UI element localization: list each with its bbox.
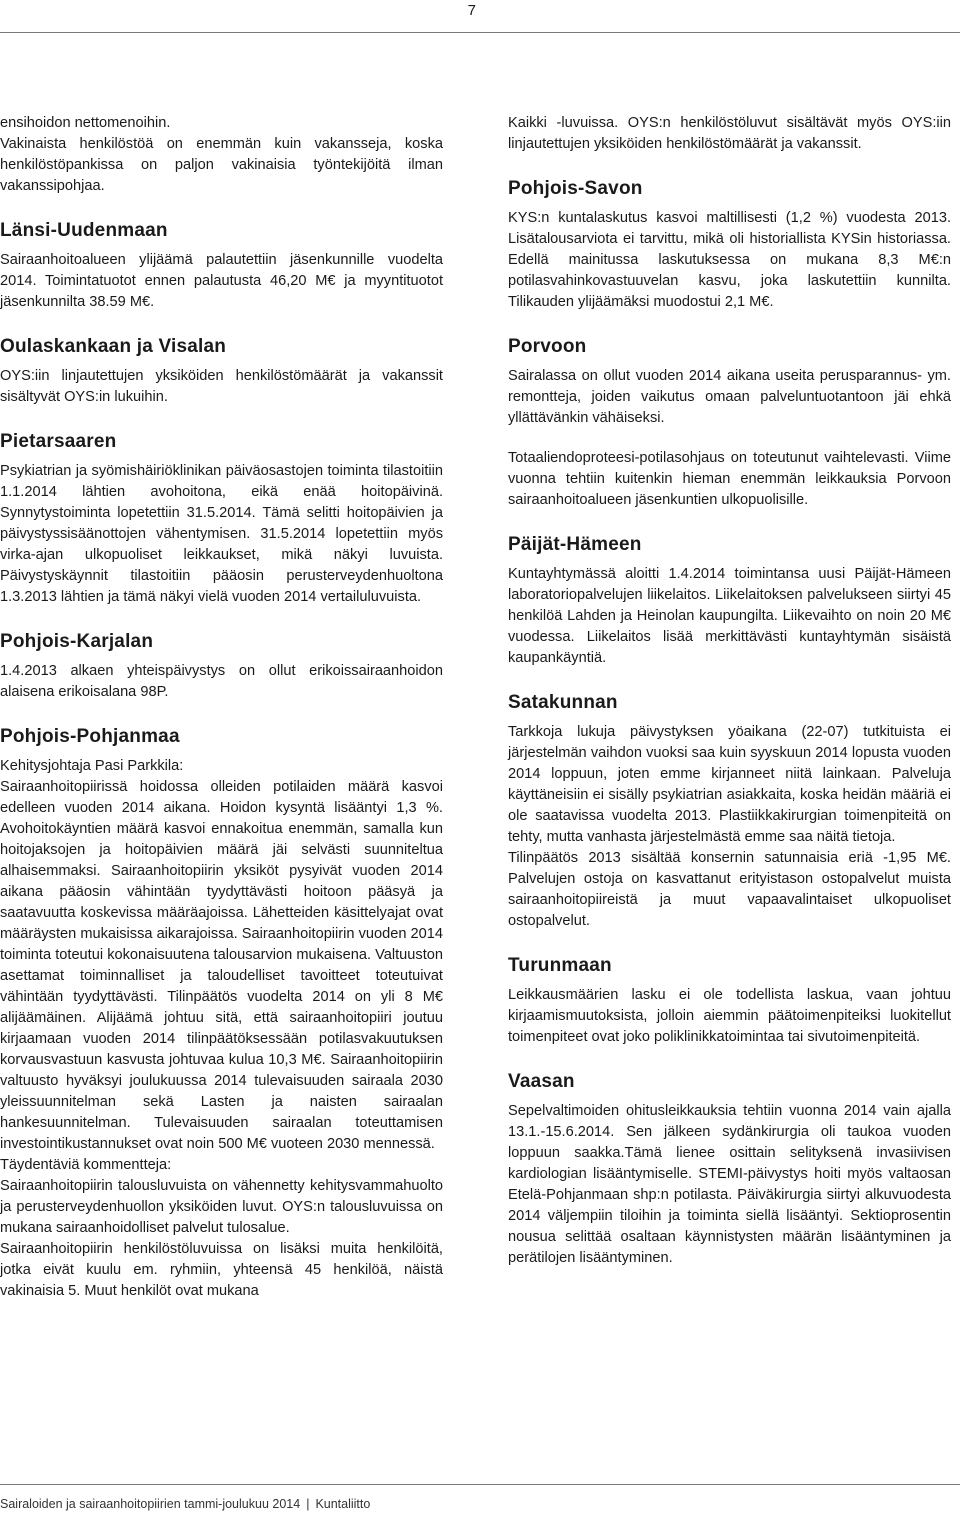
- paragraph: Tilinpäätös 2013 sisältää konsernin satunnaisia eriä -1,95 M€. Palvelujen ostoja on kasvattanut erityistason ostopalvelut muista sairaanhoitopiireistä ja muut vapaavalintaiset ulkopuoliset ostopalvelut.: [508, 850, 951, 929]
- section-heading: Päijät-Hämeen: [508, 534, 642, 555]
- paragraph: Kehitysjohtaja Pasi Parkkila:: [0, 758, 184, 774]
- footer-rule: [0, 1484, 960, 1485]
- paragraph: Leikkausmäärien lasku ei ole todellista laskua, vaan johtuu kirjaamismuutoksista, jolloin aiemmin päätoimenpiteiksi luokitellut toimenpiteet ovat joko poliklinikkatoimintaa tai sivutoimenpiteitä.: [508, 987, 951, 1045]
- paragraph: Kuntayhtymässä aloitti 1.4.2014 toimintansa uusi Päijät-Hämeen laboratoriopalvelujen liikelaitos. Liikelaitoksen palvelukseen siirtyi 45 henkilöä Lahden ja Heinolan kaupungilta. Liikevaihto on noin 20 M€ vuodessa. Liikelaitos lisää merkittävästi kuntayhtymän sisäistä kaupankäyntiä.: [508, 566, 951, 666]
- section-heading: Länsi-Uudenmaan: [0, 220, 168, 241]
- paragraph: Totaaliendoproteesi-potilasohjaus on toteutunut vaihtelevasti. Viime vuonna tehtiin kuitenkin hieman enemmän leikkauksia Porvoon sairaanhoitoalueen jäsenkuntien ulkopuolisille.: [508, 450, 951, 508]
- paragraph: Sairaanhoitopiirin henkilöstöluvuissa on lisäksi muita henkilöitä, jotka eivät kuulu em. ryhmiin, yhteensä 45 henkilöä, näistä vakinaisia 5. Muut henkilöt ovat mukana: [0, 1241, 443, 1299]
- paragraph: Sairaanhoitoalueen ylijäämä palautettiin jäsenkunnille vuodelta 2014. Toimintatuotot ennen palautusta 46,20 M€ ja myyntituotot jäsenkunnilta 38.59 M€.: [0, 252, 443, 310]
- section-heading: Turunmaan: [508, 955, 612, 976]
- paragraph: 1.4.2013 alkaen yhteispäivystys on ollut erikoissairaanhoidon alaisena erikoisalana 98P.: [0, 663, 443, 700]
- header-rule: [0, 32, 960, 33]
- left-column: [0, 113, 443, 1302]
- section-heading: Oulaskankaan ja Visalan: [0, 336, 227, 357]
- section-heading: Pohjois-Karjalan: [0, 631, 154, 652]
- section-heading: Pietarsaaren: [0, 431, 117, 452]
- paragraph: Psykiatrian ja syömishäiriöklinikan päiväosastojen toiminta tilastoitiin 1.1.2014 lähtien avohoitona, eikä enää hoitopäivinä. Synnytystoiminta lopetettiin 31.5.2014. Tämä selitti hoitopäivien ja päivystyssisäänottojen vähentymisen. 31.5.2014 lopetettiin myös virka-ajan ulkopuoliset leikkaukset, mikä näkyi luvuista. Päivystyskäynnit tilastoitiin pääosin perusterveydenhuoltona 1.3.2013 lähtien ja tämä näkyi vielä vuoden 2014 vertailuluvuista.: [0, 463, 443, 605]
- paragraph: OYS:iin linjautettujen yksiköiden henkilöstömäärät ja vakanssit sisältyvät OYS:in lukuihin.: [0, 368, 443, 405]
- paragraph: Tarkkoja lukuja päivystyksen yöaikana (22-07) tutkituista ei järjestelmän vaihdon vuoksi saa kuin syyskuun 2014 lopusta vuoden 2014 loppuun, joten emme kirjanneet niitä lainkaan. Palveluja käyttäneisiin ei sisälly psykiatrian asiakkaita, koska heidän määriä ei ole saatavissa vuodelta 2013. Plastiikkakirurgian toimenpiteitä on tehty, mutta vanhasta järjestelmästä emme saa näitä tietoja.: [508, 724, 951, 845]
- footer-publication: Sairaloiden ja sairaanhoitopiirien tammi-joulukuu 2014: [0, 1497, 301, 1511]
- footer-publisher: Kuntaliitto: [315, 1497, 371, 1511]
- paragraph: Sairaanhoitopiirin talousluvuista on vähennetty kehitysvammahuolto ja perusterveydenhuollon yksiköiden luvut. OYS:n talousluvuissa on mukana sairaanhoidolliset palvelut tulosalue.: [0, 1178, 443, 1236]
- page-footer: [0, 1497, 370, 1511]
- section-heading: Pohjois-Pohjanmaa: [0, 726, 180, 747]
- paragraph: KYS:n kuntalaskutus kasvoi maltillisesti (1,2 %) vuodesta 2013. Lisätalousarviota ei tarvittu, mikä oli historiallista KYSin historiassa. Edellä mainitussa laskutuksessa on mukana 8,3 M€:n potilasvahinkovastuuvelan kasvu, joka laskutettiin kunnilta. Tilikauden ylijäämäksi muodostui 2,1 M€.: [508, 210, 951, 310]
- paragraph: Sairalassa on ollut vuoden 2014 aikana useita perusparannus- ym. remontteja, joiden vaikutus omaan palveluntuotantoon jäi ehkä yllättävänkin vähäiseksi.: [508, 368, 951, 426]
- paragraph: ensihoidon nettomenoihin.: [0, 115, 171, 131]
- section-heading: Porvoon: [508, 336, 587, 357]
- right-column: [508, 113, 951, 1269]
- paragraph: Täydentäviä kommentteja:: [0, 1157, 172, 1173]
- page-number: 7: [467, 2, 476, 19]
- paragraph: Sairaanhoitopiirissä hoidossa olleiden potilaiden määrä kasvoi edelleen vuoden 2014 aikana. Hoidon kysyntä lisääntyi 1,3 %. Avohoitokäyntien määrä kasvoi ennakoitua enemmän, samalla kun hoitojaksojen ja hoitopäivien määrä jäi selvästi suunniteltua alhaisemmaksi. Sairaanhoitopiirin yksiköt pysyivät vuoden 2014 aikana pääosin vähintään tyydyttävästi hoitoon pääsyä ja saatavuutta koskevissa määräajoissa. Lähetteiden käsittelyajat ovat määräysten mukaisissa aikarajoissa. Sairaanhoitopiirin vuoden 2014 toiminta toteutui kokonaisuutena talousarvion mukaisena. Valtuuston asettamat toiminnalliset ja taloudelliset tavoitteet toteutuivat vähintään tyydyttävästi. Tilinpäätös vuodelta 2014 on yli 8 M€ alijäämäinen. Alijäämä johtuu sitä, että sairaanhoitopiiri joutuu kirjaamaan vuoden 2014 tilinpäätöksessään potilasvakuutuksen korvausvastuun kasvusta johtuvaa kulua 10,3 M€. Sairaanhoitopiirin valtuusto hyväksyi joulukuussa 2014 tulevaisuuden sairaala 2030 yleissuunnitelman sekä Lasten ja naisten sairaalan hankesuunnitelman. Tulevaisuuden sairaalan toteuttamisen investointikustannukset ovat noin 500 M€ vuoteen 2030 mennessä.: [0, 779, 443, 1152]
- section-heading: Pohjois-Savon: [508, 178, 643, 199]
- spacer: [508, 429, 951, 448]
- paragraph: Kaikki -luvuissa. OYS:n henkilöstöluvut sisältävät myös OYS:iin linjautettujen yksiköiden henkilöstömäärät ja vakanssit.: [508, 115, 951, 152]
- section-heading: Satakunnan: [508, 692, 618, 713]
- footer-separator: |: [306, 1497, 310, 1511]
- paragraph: Vakinaista henkilöstöä on enemmän kuin vakansseja, koska henkilöstöpankissa on paljon vakinaisia työntekijöitä ilman vakanssipohjaa.: [0, 136, 443, 194]
- paragraph: Sepelvaltimoiden ohitusleikkauksia tehtiin vuonna 2014 vain ajalla 13.1.-15.6.2014. Sen jälkeen sydänkirurgia oli taukoa vuoden loppuun saakka.Tämä lienee osittain selityksenä invasiivisen kardiologian lisääntymiselle. STEMI-päivystys hoiti myös valtaosan Etelä-Pohjanmaan shp:n potilasta. Päiväkirurgia siirtyi alkuvuodesta 2014 väljempiin tiloihin ja toiminta siellä lisääntyi. Sektioprosentin nousua selittää osaltaan käynnistysten määrän lisääntyminen ja perätilojen lisääntyminen.: [508, 1103, 951, 1266]
- section-heading: Vaasan: [508, 1071, 575, 1092]
